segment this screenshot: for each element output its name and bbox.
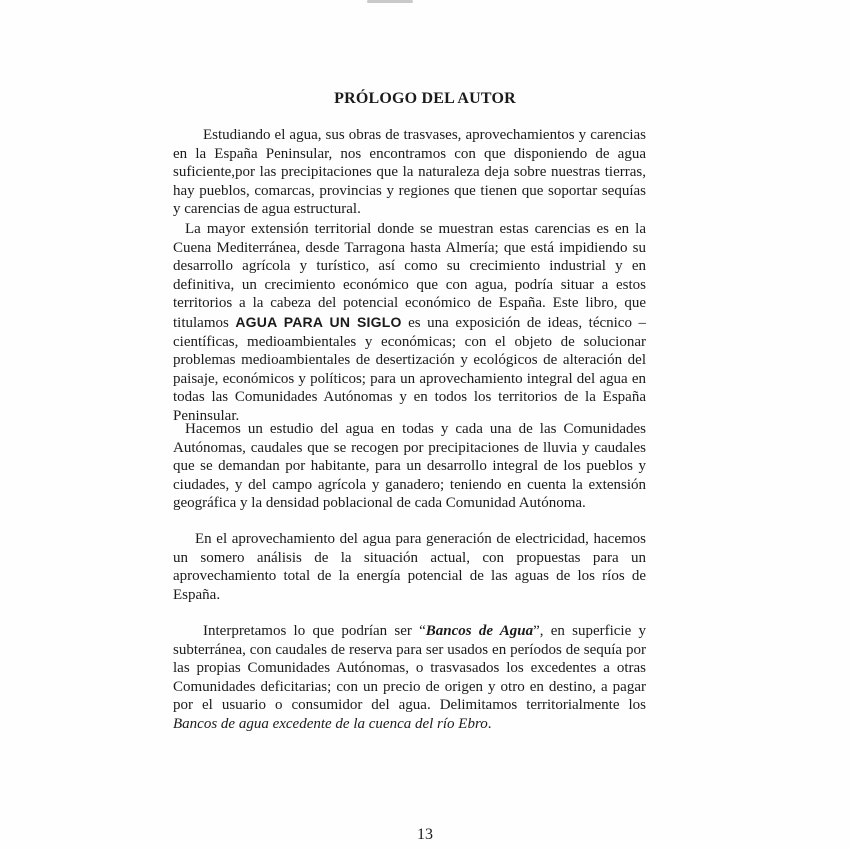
paragraph-block-3 (173, 420, 646, 513)
paragraph-block-1 (173, 126, 646, 219)
paragraph-5-text-middle: ”, en superficie y subterránea, con caudales de reserva para ser usados en períodos de sequía por las propias Comunidades Autónomas, o trasvasados los excedentes a otras Comunidades deficitarias; con un precio de origen y otro en destino, a pagar por el usuario o consumidor del agua. Delimitamos territorialmente los (173, 623, 647, 714)
paragraph-5-text-start: Interpretamos lo que podrían ser “ (203, 623, 426, 639)
page-title: PRÓLOGO DEL AUTOR (334, 90, 516, 107)
top-edge-mark (367, 0, 413, 3)
paragraph-2-text-end: es una exposición de ideas, técnico – científicas, medioambientales y económicas; con el objeto de solucionar problemas medioambientales de desertización y ecológicos de alteración del paisaje, económicos y políticos; para un aprovechamiento integral del agua en todas las Comunidades Autónomas y en todos los territorios de la España Peninsular. (173, 314, 646, 424)
paragraph-2 (173, 220, 646, 426)
paragraph-2-text-start: La mayor extensión territorial donde se muestran estas carencias es en la Cuena Mediterránea, desde Tarragona hasta Almería; que está impidiendo su desarrollo agrícola y turístico, así como su crecimiento industrial y en definitiva, un crecimiento económico que con agua, podría situar a estos territorios a la cabeza del potencial económico de España. Este libro, que titulamos (173, 221, 646, 331)
page-number: 13 (417, 826, 433, 843)
paragraph-4: En el aprovechamiento del agua para generación de electricidad, hacemos un somero análisis de la situación actual, con propuestas para un aprovechamiento total de la energía potencial de las aguas de los ríos de España. (173, 531, 646, 603)
paragraph-block-4 (173, 530, 646, 604)
paragraph-block-2 (173, 220, 646, 426)
paragraph-block-5 (173, 622, 646, 734)
paragraph-3: Hacemos un estudio del agua en todas y cada una de las Comunidades Autónomas, caudales que se recogen por precipitaciones de lluvia y caudales que se demandan por habitante, para un desarrollo integral de los pueblos y ciudades, y del campo agrícola y ganadero; teniendo en cuenta la extensión geográfica y la densidad poblacional de cada Comunidad Autónoma. (173, 421, 646, 512)
book-title-emphasis: AGUA PARA UN SIGLO (235, 313, 402, 330)
bancos-de-agua-emphasis: Bancos de Agua (425, 623, 534, 639)
paragraph-1: Estudiando el agua, sus obras de trasvases, aprovechamientos y carencias en la España Peninsular, nos encontramos con que disponiendo de agua suficiente,por las precipitaciones que la naturaleza deja sobre nuestras tierras, hay pueblos, comarcas, provincias y regiones que tienen que soportar sequías y carencias de agua estructural. (173, 127, 646, 218)
paragraph-5-text-end: . (487, 715, 492, 732)
bancos-ebro-emphasis: Bancos de agua excedente de la cuenca del río Ebro (173, 715, 488, 732)
paragraph-5 (173, 622, 646, 734)
